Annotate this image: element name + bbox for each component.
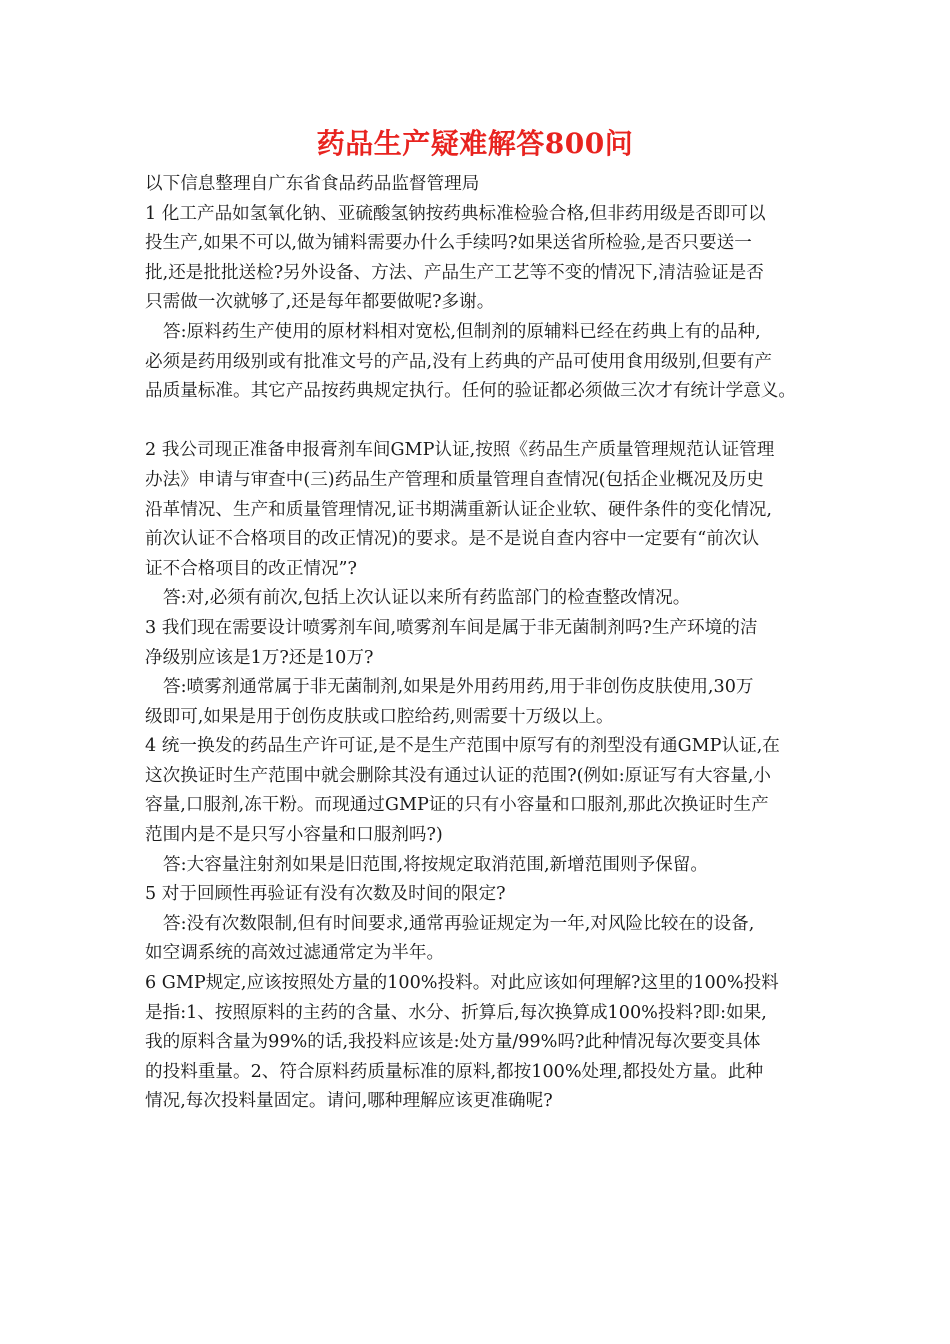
intro-line: 以下信息整理自广东省食品药品监督管理局 [145,174,480,194]
text-line: 2 我公司现正准备申报膏剂车间GMP认证,按照《药品生产质量管理规范认证管理 [145,440,775,461]
text-line: 办法》申请与审查中(三)药品生产管理和质量管理自查情况(包括企业概况及历史 [145,469,764,490]
text-line: 前次认证不合格项目的改正情况)的要求。是不是说自查内容中一定要有“前次认 [145,529,760,550]
answer-line: 答:没有次数限制,但有时间要求,通常再验证规定为一年,对风险比较在的设备, [163,913,755,934]
text-line: 4 统一换发的药品生产许可证,是不是生产范围中原写有的剂型没有通GMP认证,在 [145,736,780,757]
text-line: 6 GMP规定,应该按照处方量的100%投料。对此应该如何理解?这里的100%投料 [145,973,779,994]
text-line: 必须是药用级别或有批准文号的产品,没有上药典的产品可使用食用级别,但要有产 [145,351,772,372]
text-line: 如空调系统的高效过滤通常定为半年。 [145,943,445,964]
answer-line: 答:原料药生产使用的原材料相对宽松,但制剂的原辅料已经在药典上有的品种, [163,321,761,342]
text-line: 级即可,如果是用于创伤皮肤或口腔给药,则需要十万级以上。 [145,706,614,727]
answer-line: 答:对,必须有前次,包括上次认证以来所有药监部门的检查整改情况。 [163,588,691,609]
text-line: 这次换证时生产范围中就会删除其没有通过认证的范围?(例如:原证写有大容量,小 [145,765,772,786]
text-line: 净级别应该是1万?还是10万? [145,647,374,668]
document-title: 药品生产疑难解答800问 [316,127,634,160]
text-line: 沿革情况、生产和质量管理情况,证书期满重新认证企业软、硬件条件的变化情况, [145,499,772,520]
blank-line [145,407,845,437]
text-line: 我的原料含量为99%的话,我投料应该是:处方量/99%吗?此种情况每次要变具体 [145,1032,761,1053]
answer-line: 答:大容量注射剂如果是旧范围,将按规定取消范围,新增范围则予保留。 [163,854,708,875]
text-line: 情况,每次投料量固定。请问,哪种理解应该更准确呢? [145,1091,553,1112]
text-line: 的投料重量。2、符合原料药质量标准的原料,都按100%处理,都投处方量。此种 [145,1061,764,1082]
text-line: 3 我们现在需要设计喷雾剂车间,喷雾剂车间是属于非无菌制剂吗?生产环境的洁 [145,617,758,638]
text-line: 5 对于回顾性再验证有没有次数及时间的限定? [145,884,506,905]
text-line: 批,还是批批送检?另外设备、方法、产品生产工艺等不变的情况下,清洁验证是否 [145,262,764,283]
answer-line: 答:喷雾剂通常属于非无菌制剂,如果是外用药用药,用于非创伤皮肤使用,30万 [163,677,754,698]
text-line: 容量,口服剂,冻干粉。而现通过GMP证的只有小容量和口服剂,那此次换证时生产 [145,795,769,816]
text-line: 1 化工产品如氢氧化钠、亚硫酸氢钠按药典标准检验合格,但非药用级是否即可以 [145,203,766,224]
text-line: 是指:1、按照原料的主药的含量、水分、折算后,每次换算成100%投料?即:如果, [145,1002,767,1023]
text-line: 只需做一次就够了,还是每年都要做呢?多谢。 [145,292,495,313]
text-line: 投生产,如果不可以,做为铺料需要办什么手续吗?如果送省所检验,是否只要送一 [145,233,752,254]
paragraph-lines [145,200,845,1117]
text-line: 证不合格项目的改正情况”? [145,558,357,579]
document-body [145,170,845,1117]
text-line: 品质量标准。其它产品按药典规定执行。任何的验证都必须做三次才有统计学意义。 [145,381,796,402]
text-line: 范围内是不是只写小容量和口服剂吗?) [145,825,443,846]
